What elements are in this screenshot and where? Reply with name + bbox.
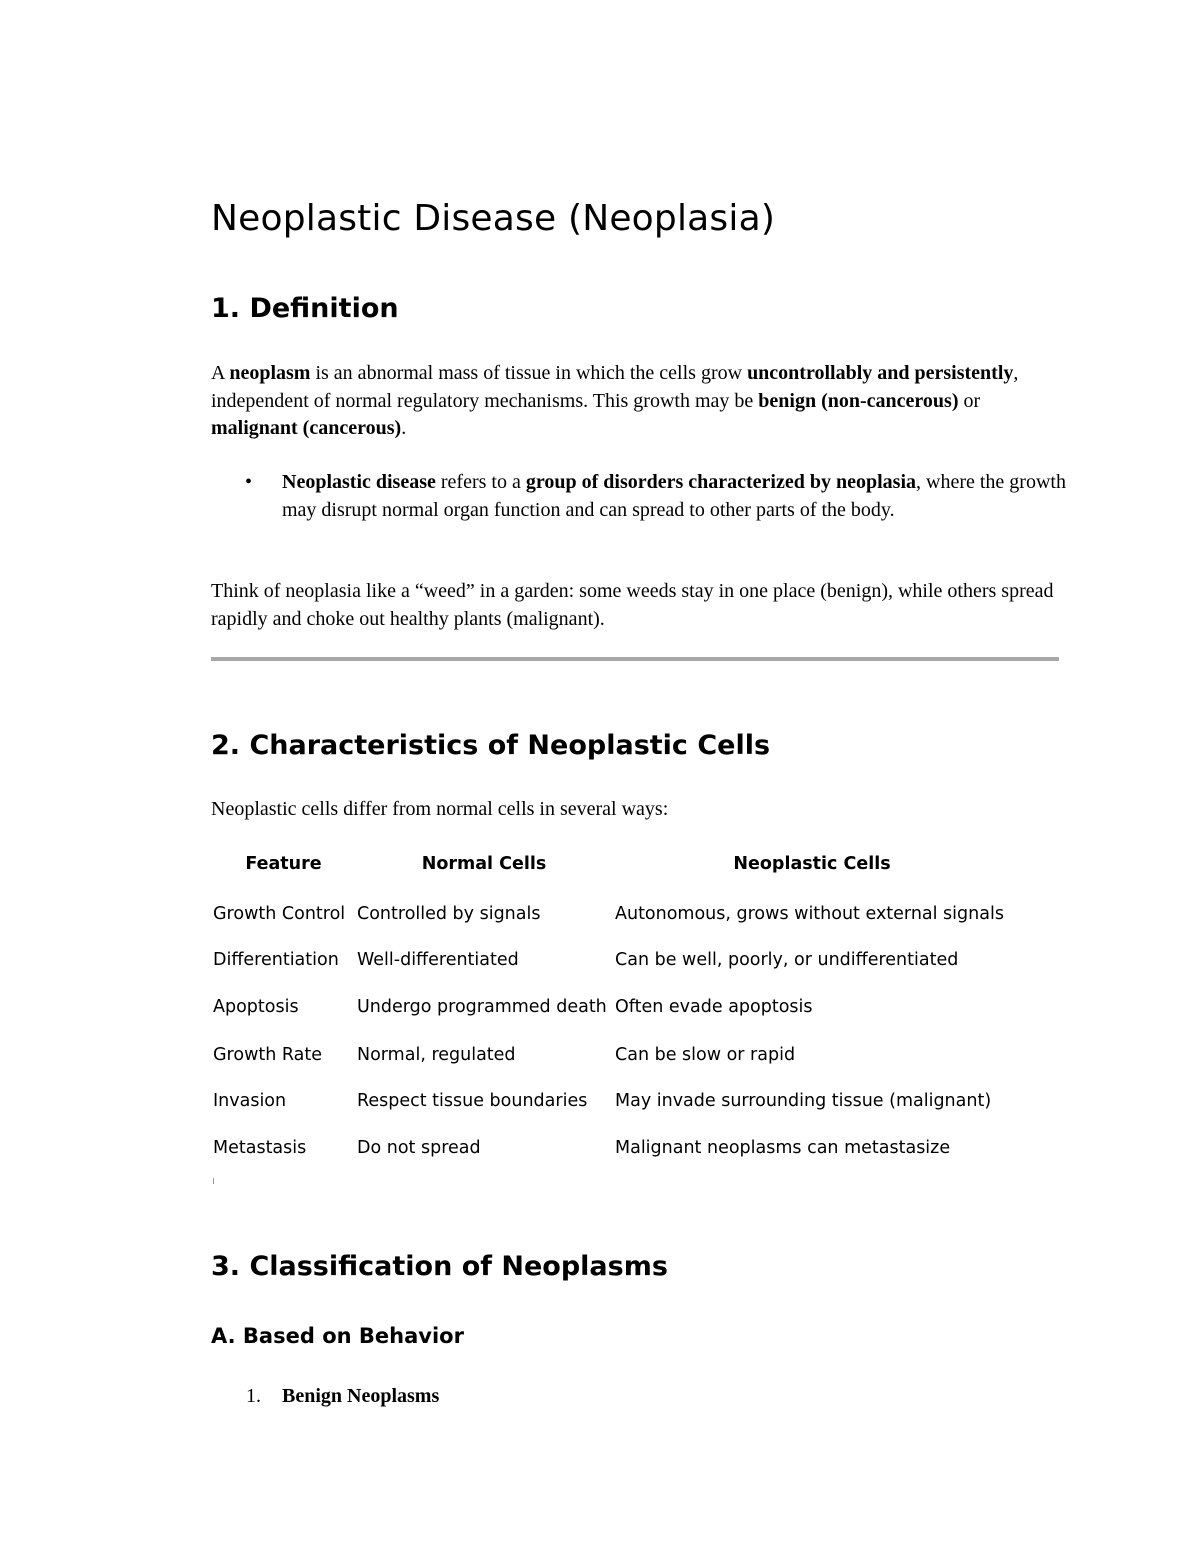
section-heading-characteristics: 2. Characteristics of Neoplastic Cells: [211, 730, 771, 761]
table-cell: Controlled by signals: [357, 904, 541, 924]
bold-run: group of disorders characterized by neoplasia: [525, 471, 917, 493]
characteristics-intro: Neoplastic cells differ from normal cells in several ways:: [211, 798, 669, 820]
text-run: is an abnormal mass of tissue in which the cells grow: [310, 362, 748, 384]
table-cell: Metastasis: [213, 1138, 307, 1158]
list-number: 1.: [246, 1385, 261, 1407]
section-heading-classification: 3. Classification of Neoplasms: [211, 1251, 668, 1282]
table-cell: Respect tissue boundaries: [357, 1091, 588, 1111]
bold-run: uncontrollably and persistently: [747, 362, 1014, 384]
table-cell: Autonomous, grows without external signals: [615, 904, 1004, 924]
table-header-neoplastic-cells: Neoplastic Cells: [733, 854, 891, 874]
table-cell: Often evade apoptosis: [615, 997, 813, 1017]
table-cell: Growth Control: [213, 904, 346, 924]
table-cell: Can be well, poorly, or undifferentiated: [615, 950, 959, 970]
text-run: .: [401, 417, 407, 439]
bold-run: neoplasm: [229, 362, 311, 384]
bullet-icon: •: [245, 471, 253, 493]
table-cell: Differentiation: [213, 950, 339, 970]
text-run: A: [211, 362, 230, 384]
horizontal-rule: [211, 657, 1059, 661]
bold-run: Neoplastic disease: [282, 471, 436, 493]
table-cell: Malignant neoplasms can metastasize: [615, 1138, 951, 1158]
table-header-feature: Feature: [245, 854, 322, 874]
section-heading-definition: 1. Definition: [211, 293, 399, 324]
list-item-benign-neoplasms: Benign Neoplasms: [282, 1385, 440, 1407]
table-cell: Well-differentiated: [357, 950, 519, 970]
text-run: , where the growth may disrupt normal organ function and can spread to other parts of the body.: [282, 471, 1066, 521]
table-cell: Undergo programmed death: [357, 997, 607, 1017]
bullet-item-neoplastic-disease: [282, 469, 1072, 524]
text-run: , independent of normal regulatory mechanisms. This growth may be: [211, 362, 1019, 412]
text-run: refers to a: [435, 471, 526, 493]
text-run: or: [958, 389, 981, 412]
table-header-normal-cells: Normal Cells: [421, 854, 547, 874]
document-title: Neoplastic Disease (Neoplasia): [211, 198, 776, 239]
definition-paragraph: [211, 360, 1071, 443]
paragraph-mark: [213, 1178, 214, 1184]
subheading-based-on-behavior: A. Based on Behavior: [211, 1324, 464, 1348]
table-cell: Can be slow or rapid: [615, 1045, 796, 1065]
table-cell: Invasion: [213, 1091, 287, 1111]
table-cell: Do not spread: [357, 1138, 481, 1158]
bold-run: malignant (cancerous): [211, 417, 402, 439]
table-cell: May invade surrounding tissue (malignant): [615, 1091, 992, 1111]
analogy-paragraph: Think of neoplasia like a “weed” in a garden: some weeds stay in one place (benign), while others spread rapidly and choke out healthy plants (malignant).: [211, 580, 1054, 630]
table-cell: Growth Rate: [213, 1045, 323, 1065]
table-cell: Apoptosis: [213, 997, 299, 1017]
table-cell: Normal, regulated: [357, 1045, 516, 1065]
bold-run: benign (non-cancerous): [758, 389, 959, 412]
